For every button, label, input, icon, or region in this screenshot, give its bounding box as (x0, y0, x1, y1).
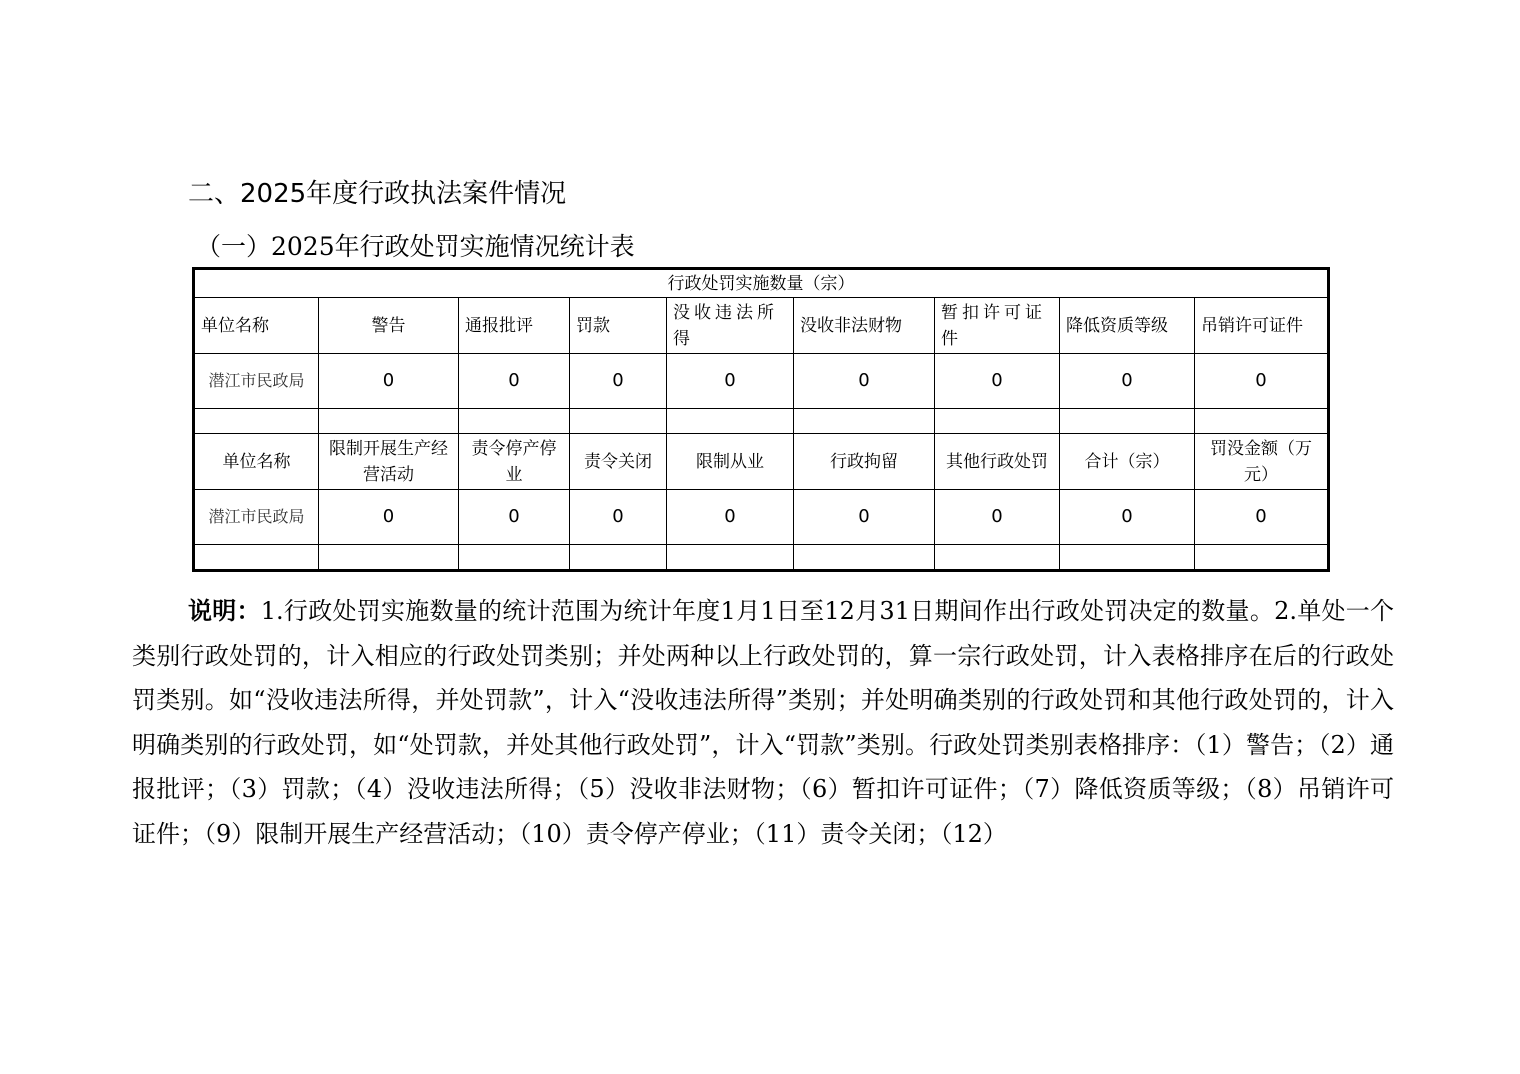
value-cell: 0 (667, 354, 794, 409)
value-cell: 0 (459, 490, 570, 545)
header-cell: 降低资质等级 (1060, 298, 1195, 354)
header-cell: 没收非法财物 (794, 298, 935, 354)
value-cell: 0 (319, 354, 459, 409)
header-cell: 没收违法所得 (667, 298, 794, 354)
header-cell: 罚款 (570, 298, 667, 354)
header-row-1 (194, 298, 1329, 354)
value-cell: 0 (794, 490, 935, 545)
value-cell: 0 (319, 490, 459, 545)
header-cell: 责令停产停业 (459, 434, 570, 490)
header-cell: 警告 (319, 298, 459, 354)
value-cell: 0 (1195, 490, 1329, 545)
header-cell: 限制从业 (667, 434, 794, 490)
table-title: （一）2025年行政处罚实施情况统计表 (196, 232, 635, 261)
note-label: 说明： (188, 596, 261, 625)
value-cell: 0 (1195, 354, 1329, 409)
header-cell: 其他行政处罚 (935, 434, 1060, 490)
header-cell: 通报批评 (459, 298, 570, 354)
unit-name-cell: 潜江市民政局 (194, 354, 319, 409)
value-cell: 0 (1060, 490, 1195, 545)
penalty-statistics-table (192, 267, 1330, 572)
table-row (194, 354, 1329, 409)
section-heading: 二、2025年度行政执法案件情况 (188, 179, 567, 209)
empty-row (194, 545, 1329, 571)
header-cell: 单位名称 (194, 298, 319, 354)
header-cell: 罚没金额（万元） (1195, 434, 1329, 490)
header-cell: 暂扣许可证件 (935, 298, 1060, 354)
table-top-header-row (194, 269, 1329, 298)
value-cell: 0 (570, 354, 667, 409)
empty-row (194, 409, 1329, 434)
table-row (194, 490, 1329, 545)
header-cell: 单位名称 (194, 434, 319, 490)
value-cell: 0 (935, 354, 1060, 409)
value-cell: 0 (570, 490, 667, 545)
note-text: 1.行政处罚实施数量的统计范围为统计年度1月1日至12月31日期间作出行政处罚决定的数量。2.单处一个类别行政处罚的，计入相应的行政处罚类别；并处两种以上行政处罚的，算一宗行政处罚，计入表格排序在后的行政处罚类别。如“没收违法所得，并处罚款”，计入“没收违法所得”类别；并处明确类别的行政处罚和其他行政处罚的，计入明确类别的行政处罚，如“处罚款，并处其他行政处罚”，计入“罚款”类别。行政处罚类别表格排序：（1）警告；（2）通报批评；（3）罚款；（4）没收违法所得；（5）没收非法财物；（6）暂扣许可证件；（7）降低资质等级；（8）吊销许可证件；（9）限制开展生产经营活动；（10）责令停产停业；（11）责令关闭；（12） (132, 597, 1395, 848)
header-cell: 行政拘留 (794, 434, 935, 490)
unit-name-cell: 潜江市民政局 (194, 490, 319, 545)
header-cell: 吊销许可证件 (1195, 298, 1329, 354)
header-cell: 合计（宗） (1060, 434, 1195, 490)
value-cell: 0 (667, 490, 794, 545)
top-header-cell: 行政处罚实施数量（宗） (194, 269, 1329, 298)
header-row-2 (194, 434, 1329, 490)
value-cell: 0 (459, 354, 570, 409)
explanation-note (132, 589, 1394, 856)
value-cell: 0 (935, 490, 1060, 545)
header-cell: 责令关闭 (570, 434, 667, 490)
value-cell: 0 (794, 354, 935, 409)
value-cell: 0 (1060, 354, 1195, 409)
header-cell: 限制开展生产经营活动 (319, 434, 459, 490)
